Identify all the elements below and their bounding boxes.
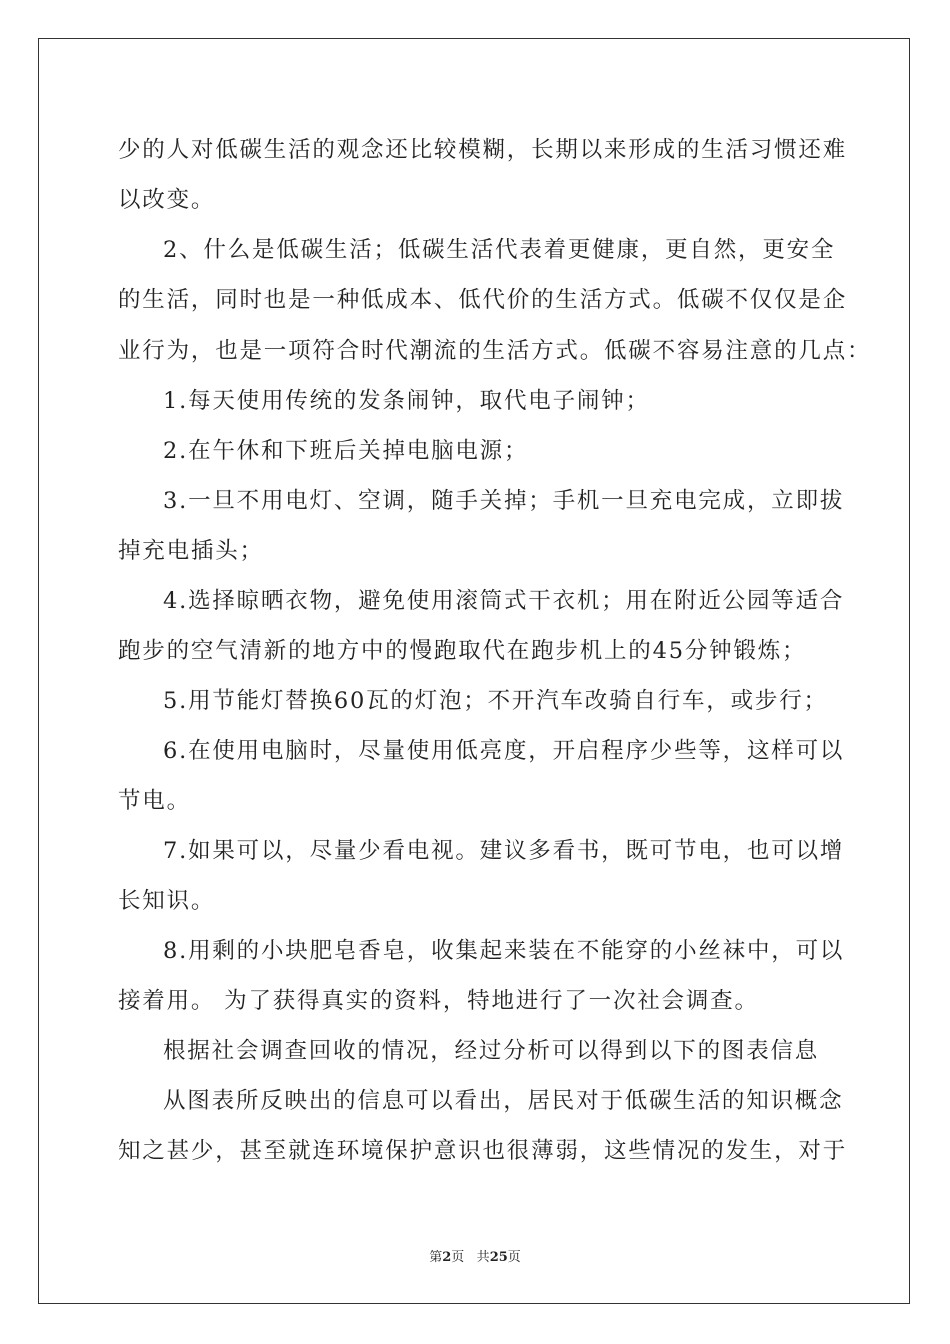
list-item: 7.如果可以，尽量少看电视。建议多看书，既可节电，也可以增 (163, 838, 845, 864)
footer-total-suffix: 页 (507, 1250, 521, 1265)
text-line: 从图表所反映出的信息可以看出，居民对于低碳生活的知识概念 (163, 1088, 844, 1114)
current-page-number: 2 (442, 1250, 452, 1265)
list-item: 1.每天使用传统的发条闹钟，取代电子闹钟； (163, 388, 650, 414)
footer-total-prefix: 共 (476, 1250, 490, 1265)
text-line: 以改变。 (118, 187, 216, 213)
list-item: 5.用节能灯替换60瓦的灯泡；不开汽车改骑自行车，或步行； (163, 688, 828, 714)
footer-page-label: 页 (451, 1250, 465, 1265)
list-item: 4.选择晾晒衣物，避免使用滚筒式干衣机；用在附近公园等适合 (163, 588, 845, 614)
list-item: 2.在午休和下班后关掉电脑电源； (163, 438, 529, 464)
text-line: 业行为，也是一项符合时代潮流的生活方式。低碳不容易注意的几点： (118, 338, 872, 364)
text-line: 的生活，同时也是一种低成本、低代价的生活方式。低碳不仅仅是企 (118, 287, 848, 313)
list-item: 3.一旦不用电灯、空调，随手关掉；手机一旦充电完成，立即拔 (163, 488, 845, 514)
page-footer (0, 1246, 950, 1265)
text-line: 接着用。 为了获得真实的资料，特地进行了一次社会调查。 (118, 988, 759, 1014)
text-line: 根据社会调查回收的情况，经过分析可以得到以下的图表信息 (163, 1038, 820, 1064)
text-line: 跑步的空气清新的地方中的慢跑取代在跑步机上的45分钟锻炼； (118, 638, 807, 664)
footer-prefix: 第 (429, 1250, 443, 1265)
text-line: 掉充电插头； (118, 538, 264, 564)
text-line: 2、什么是低碳生活；低碳生活代表着更健康，更自然，更安全 (163, 237, 836, 263)
list-item: 8.用剩的小块肥皂香皂，收集起来装在不能穿的小丝袜中，可以 (163, 938, 845, 964)
text-line: 节电。 (118, 788, 191, 814)
text-line: 知之甚少，甚至就连环境保护意识也很薄弱，这些情况的发生，对于 (118, 1138, 848, 1164)
list-item: 6.在使用电脑时，尽量使用低亮度，开启程序少些等，这样可以 (163, 738, 845, 764)
text-line: 少的人对低碳生活的观念还比较模糊，长期以来形成的生活习惯还难 (118, 137, 848, 163)
total-pages-number: 25 (489, 1250, 508, 1265)
text-line: 长知识。 (118, 888, 216, 914)
